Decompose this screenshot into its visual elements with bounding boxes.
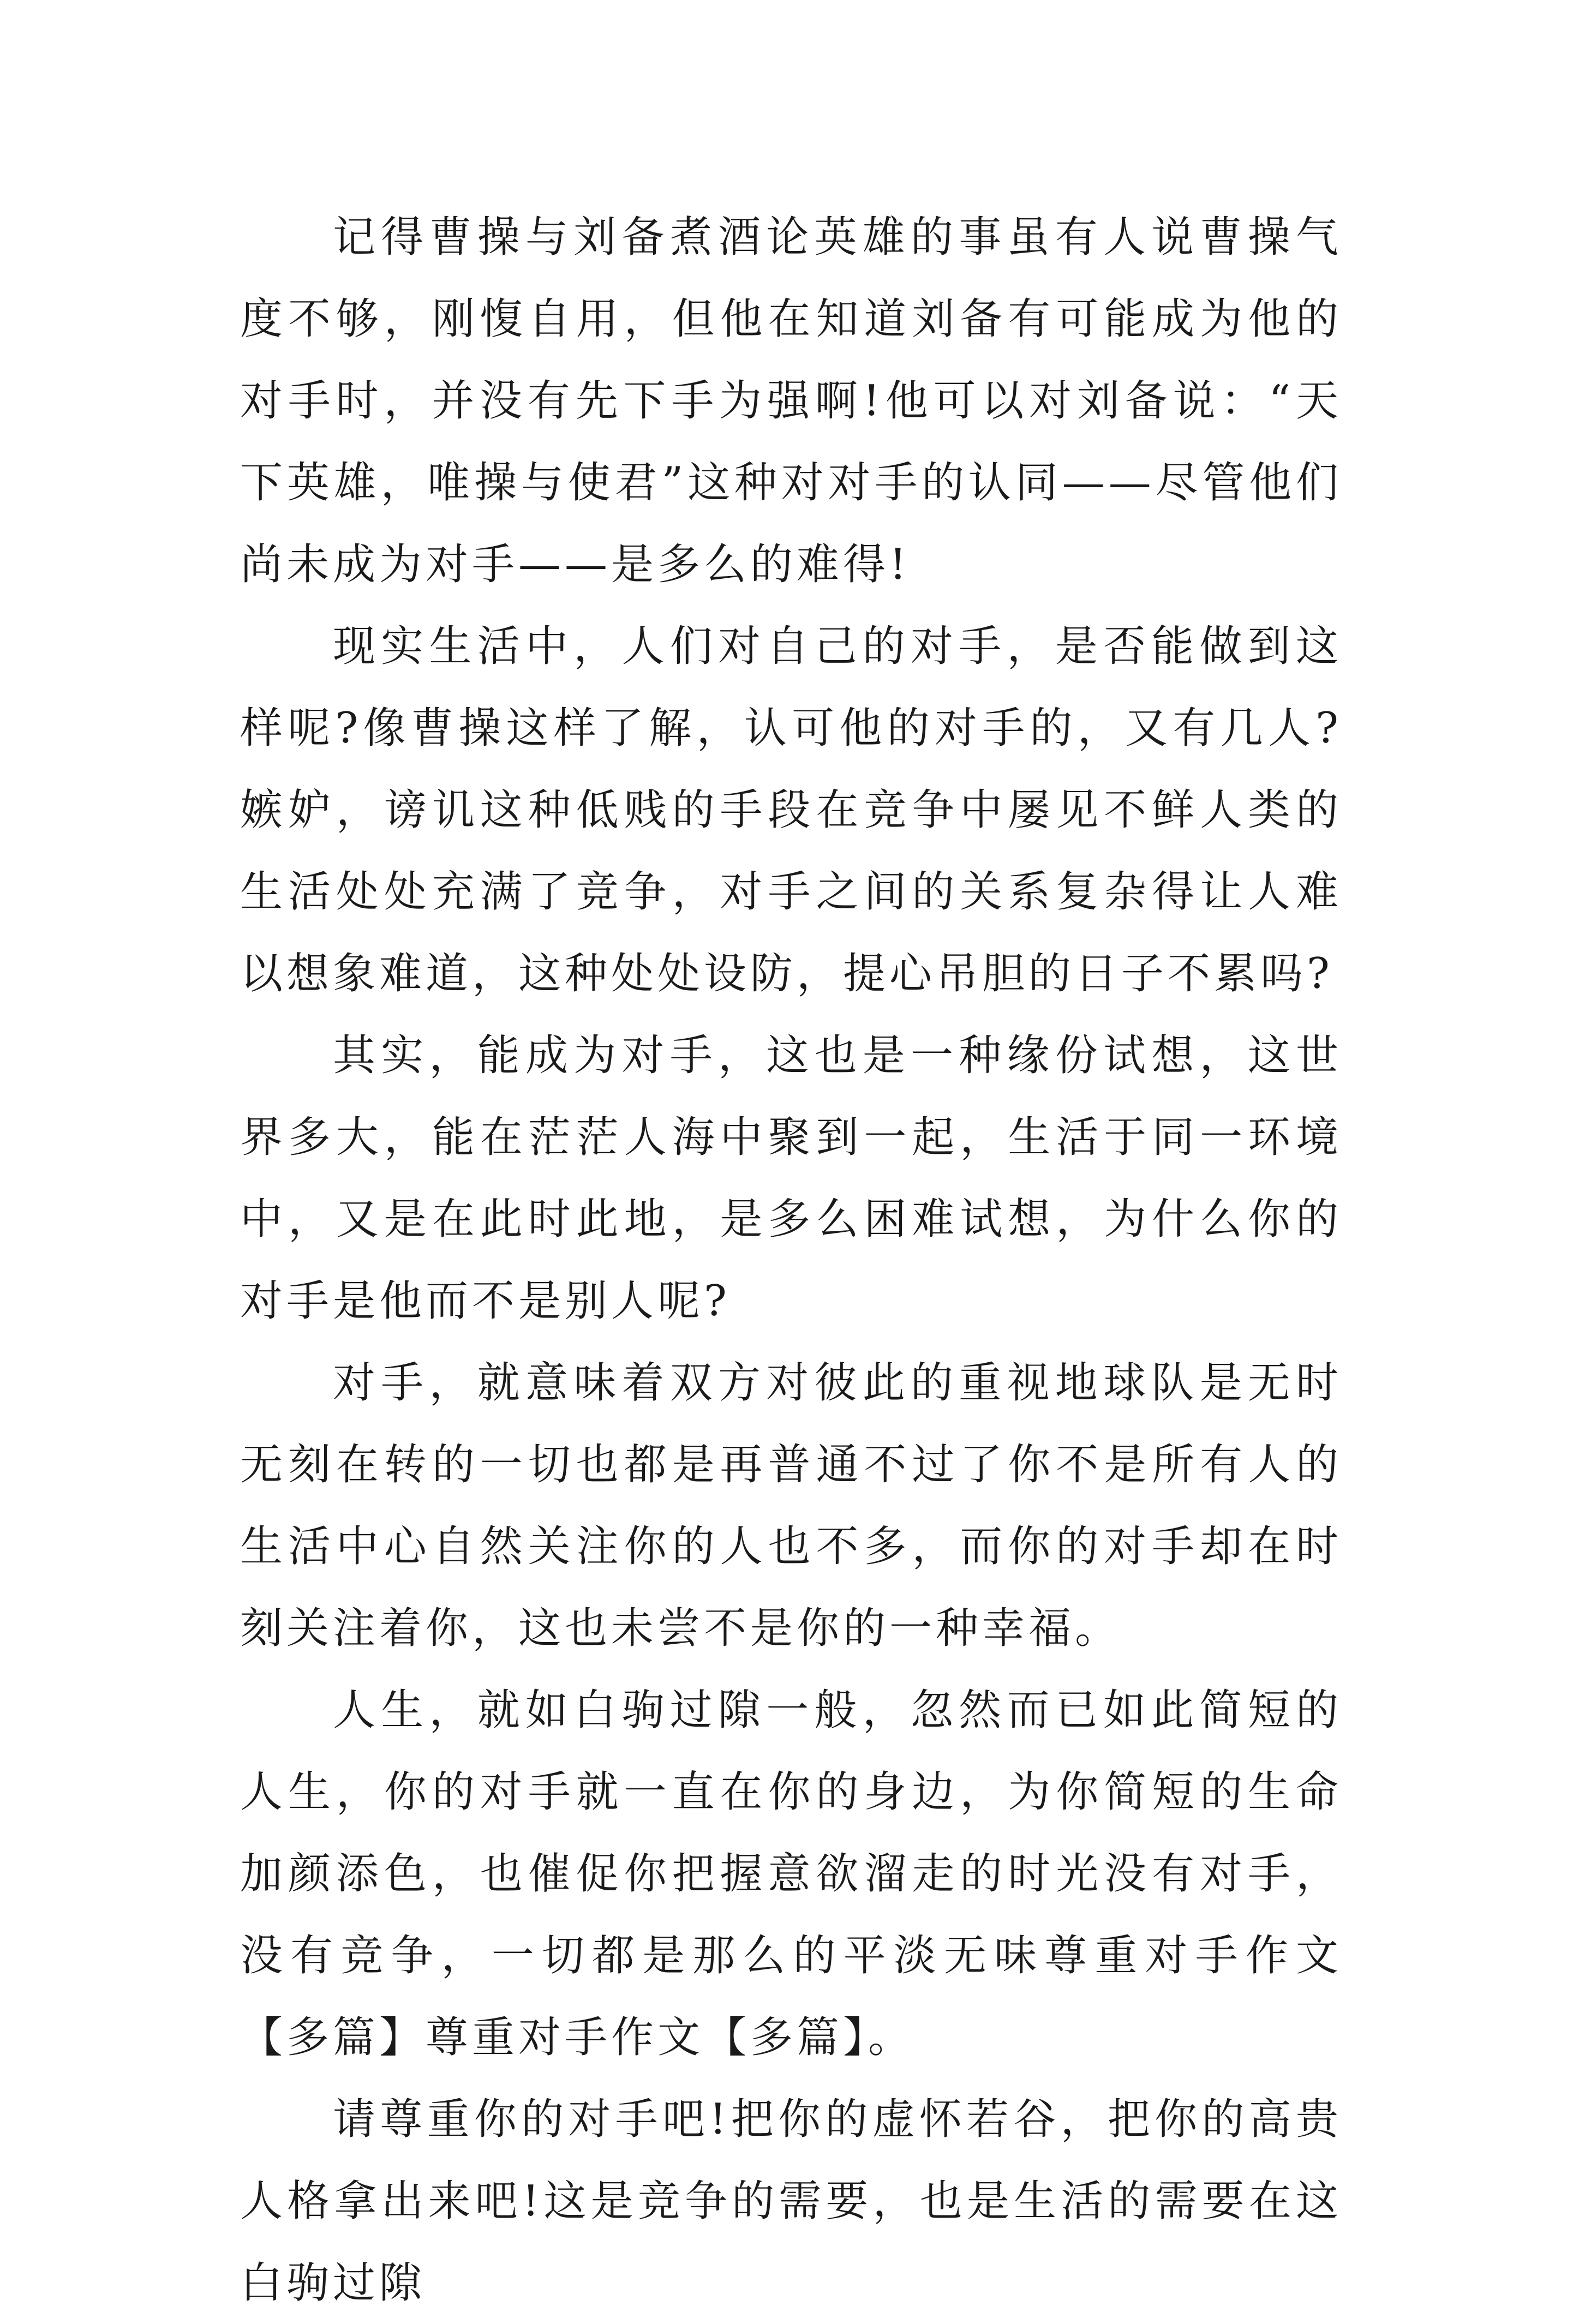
paragraph-1: 记得曹操与刘备煮酒论英雄的事虽有人说曹操气度不够，刚愎自用，但他在知道刘备有可能成为他的对手时，并没有先下手为强啊!他可以对刘备说：“天下英雄，唯操与使君”这种对对手的认同——尽管他们尚未成为对手——是多么的难得! — [240, 213, 1342, 589]
paragraph-5: 人生，就如白驹过隙一般，忽然而已如此简短的人生，你的对手就一直在你的身边，为你简短的生命加颜添色，也催促你把握意欲溜走的时光没有对手，没有竞争，一切都是那么的平淡无味尊重对手作文【多篇】尊重对手作文【多篇】。 — [240, 1686, 1342, 2062]
paragraph-4: 对手，就意味着双方对彼此的重视地球队是无时无刻在转的一切也都是再普通不过了你不是所有人的生活中心自然关注你的人也不多，而你的对手却在时刻关注着你，这也未尝不是你的一种幸福。 — [240, 1358, 1342, 1653]
paragraph-6: 请尊重你的对手吧!把你的虚怀若谷，把你的高贵人格拿出来吧!这是竞争的需要，也是生活的需要在这白驹过隙 — [240, 2095, 1342, 2308]
paragraph-3: 其实，能成为对手，这也是一种缘份试想，这世界多大，能在茫茫人海中聚到一起，生活于同一环境中，又是在此时此地，是多么困难试想，为什么你的对手是他而不是别人呢? — [240, 1031, 1342, 1326]
article-body — [240, 196, 1342, 2324]
paragraph-2: 现实生活中，人们对自己的对手，是否能做到这样呢?像曹操这样了解，认可他的对手的，又有几人?嫉妒，谤讥这种低贱的手段在竞争中屡见不鲜人类的生活处处充满了竞争，对手之间的关系复杂得让人难以想象难道，这种处处设防，提心吊胆的日子不累吗? — [240, 622, 1342, 998]
